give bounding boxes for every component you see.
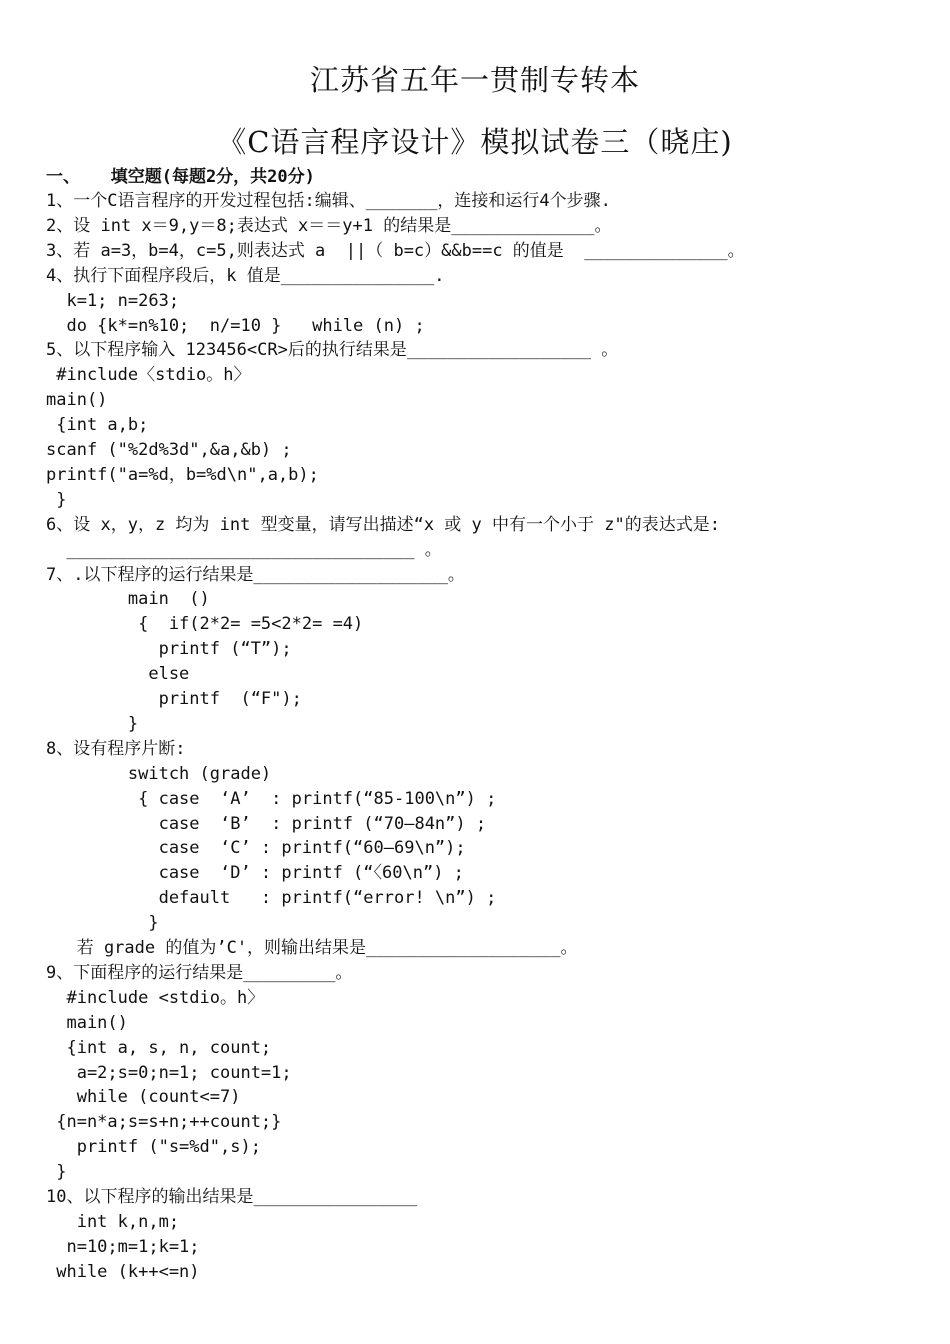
text-line: printf("a=%d，b=%d\n",a,b); — [46, 465, 319, 485]
text-line: default : printf(“error! \n”) ; — [46, 888, 497, 908]
text-line: printf (“T”); — [46, 639, 292, 659]
text-line: #include <stdio。h〉 — [46, 988, 265, 1008]
text-line: switch (grade) — [46, 764, 272, 784]
text-line: } — [46, 1162, 67, 1182]
text-line: {int a, s, n, count; — [46, 1038, 272, 1058]
text-line: case ‘C’ : printf(“60—69\n”); — [46, 838, 466, 858]
text-line: 3、若 a=3，b=4，c=5,则表达式 a ||（ b=c）&&b==c 的值是 ______________。 — [46, 241, 745, 261]
text-line: 10、以下程序的输出结果是________________ — [46, 1187, 418, 1207]
text-line: 若 grade 的值为’C'，则输出结果是___________________。 — [46, 938, 578, 958]
text-line: __________________________________ 。 — [46, 540, 442, 560]
text-line: {int a,b; — [46, 415, 149, 435]
text-line: 8、设有程序片断: — [46, 739, 186, 759]
text-line: 7、.以下程序的运行结果是___________________。 — [46, 565, 465, 585]
text-line: 4、执行下面程序段后，k 值是_______________. — [46, 266, 445, 286]
text-line: while (count<=7) — [46, 1087, 241, 1107]
text-line: main() — [46, 1013, 128, 1033]
text-line: while (k++<=n) — [46, 1262, 200, 1282]
text-line: } — [46, 714, 139, 734]
text-line: main() — [46, 390, 108, 410]
text-line: k=1; n=263; — [46, 291, 180, 311]
text-line: else — [46, 664, 190, 684]
text-line: #include〈stdio。h〉 — [46, 365, 251, 385]
text-line: 2、设 int x＝9,y＝8;表达式 x＝＝y+1 的结果是______________。 — [46, 216, 612, 236]
exam-subtitle: 《C语言程序设计》模拟试卷三（晓庄) — [217, 125, 733, 159]
text-line: 9、下面程序的运行结果是_________。 — [46, 963, 353, 983]
text-line: printf ("s=%d",s); — [46, 1137, 261, 1157]
text-line: { case ‘A’ : printf(“85-100\n”) ; — [46, 789, 497, 809]
text-line: do {k*=n%10; n/=10 } while (n) ; — [46, 316, 425, 336]
text-line: { if(2*2= =5<2*2= =4) — [46, 614, 364, 634]
text-line: main () — [46, 589, 210, 609]
text-line: a=2;s=0;n=1; count=1; — [46, 1063, 292, 1083]
text-line: printf (“F"); — [46, 689, 302, 709]
text-line: case ‘B’ : printf (“70—84n”) ; — [46, 814, 487, 834]
page-title: 江苏省五年一贯制专转本 — [309, 63, 640, 97]
text-line: n=10;m=1;k=1; — [46, 1237, 200, 1257]
text-line: 6、设 x，y，z 均为 int 型变量，请写出描述“x 或 y 中有一个小于 z"的表达式是: — [46, 515, 720, 535]
section-heading: 一、 填空题(每题2分，共20分) — [46, 167, 315, 187]
text-line: {n=n*a;s=s+n;++count;} — [46, 1112, 282, 1132]
text-line: scanf ("%2d%3d",&a,&b) ; — [46, 440, 292, 460]
text-line: int k,n,m; — [46, 1212, 180, 1232]
text-line: } — [46, 913, 159, 933]
text-line: 5、以下程序输入 123456<CR>后的执行结果是__________________ 。 — [46, 340, 619, 360]
text-line: } — [46, 490, 67, 510]
text-line: 1、一个C语言程序的开发过程包括:编辑、_______，连接和运行4个步骤. — [46, 191, 611, 211]
text-line: case ‘D’ : printf (“〈60\n”) ; — [46, 863, 464, 883]
